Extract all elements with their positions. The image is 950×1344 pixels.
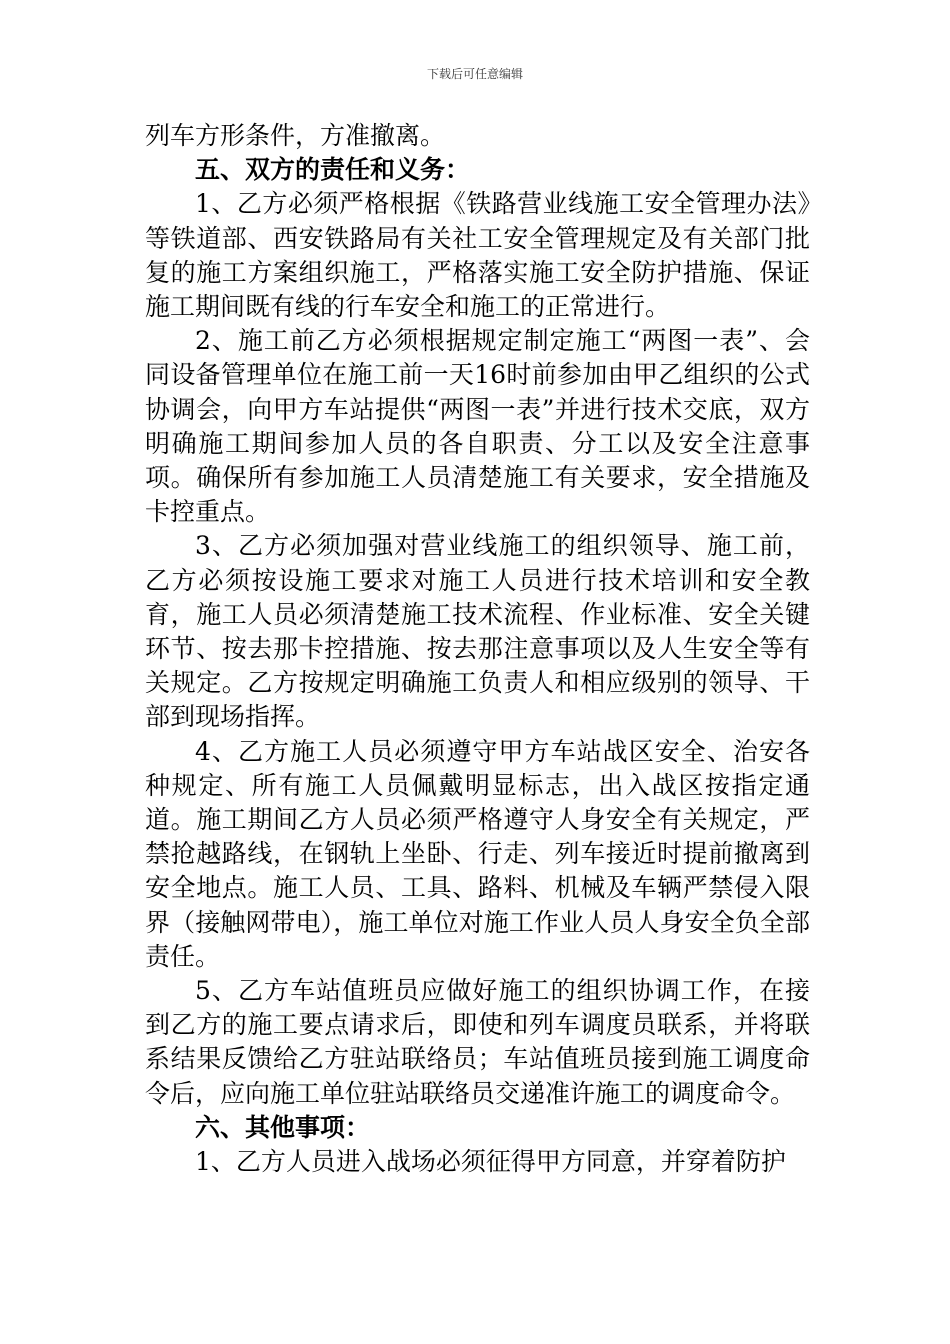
paragraph-item-3: 3、乙方必须加强对营业线施工的组织领导、施工前，乙方必须按设施工要求对施工人员进行技术培训和安全教育，施工人员必须清楚施工技术流程、作业标准、安全关键环节、按去那卡控措施、按去那注意事项以及人生安全等有关规定。乙方按规定明确施工负责人和相应级别的领导、干部到现场指挥。 bbox=[145, 531, 810, 732]
page-header-note: 下载后可任意编辑 bbox=[426, 67, 523, 81]
section-heading-6: 六、其他事项： bbox=[195, 1112, 371, 1142]
paragraph-other-item-1: 1、乙方人员进入战场必须征得甲方同意，并穿着防护 bbox=[195, 1147, 786, 1177]
paragraph-item-5: 5、乙方车站值班员应做好施工的组织协调工作，在接到乙方的施工要点请求后，即使和列车调度员联系，并将联系结果反馈给乙方驻站联络员；车站值班员接到施工调度命令后，应向施工单位驻站联络员交递准许施工的调度命令。 bbox=[145, 976, 810, 1108]
paragraph-item-4: 4、乙方施工人员必须遵守甲方车站战区安全、治安各种规定、所有施工人员佩戴明显标志，出入战区按指定通道。施工期间乙方人员必须严格遵守人身安全有关规定，严禁抢越路线，在钢轨上坐卧、行走、列车接近时提前撤离到安全地点。施工人员、工具、路料、机械及车辆严禁侵入限界（接触网带电），施工单位对施工作业人员人身安全负全部责任。 bbox=[145, 736, 810, 971]
paragraph-continuation: 列车方形条件，方准撤离。 bbox=[145, 121, 446, 150]
section-heading-5: 五、双方的责任和义务： bbox=[195, 155, 471, 185]
document-body bbox=[145, 119, 810, 1179]
paragraph-item-2: 2、施工前乙方必须根据规定制定施工“两图一表”、会同设备管理单位在施工前一天16时前参加由甲乙组织的公式协调会，向甲方车站提供“两图一表”并进行技术交底，双方明确施工期间参加人员的各自职责、分工以及安全注意事项。确保所有参加施工人员清楚施工有关要求，安全措施及卡控重点。 bbox=[145, 326, 810, 527]
paragraph-item-1: 1、乙方必须严格根据《铁路营业线施工安全管理办法》等铁道部、西安铁路局有关社工安全管理规定及有关部门批复的施工方案组织施工，严格落实施工安全防护措施、保证施工期间既有线的行车安全和施工的正常进行。 bbox=[145, 189, 810, 322]
